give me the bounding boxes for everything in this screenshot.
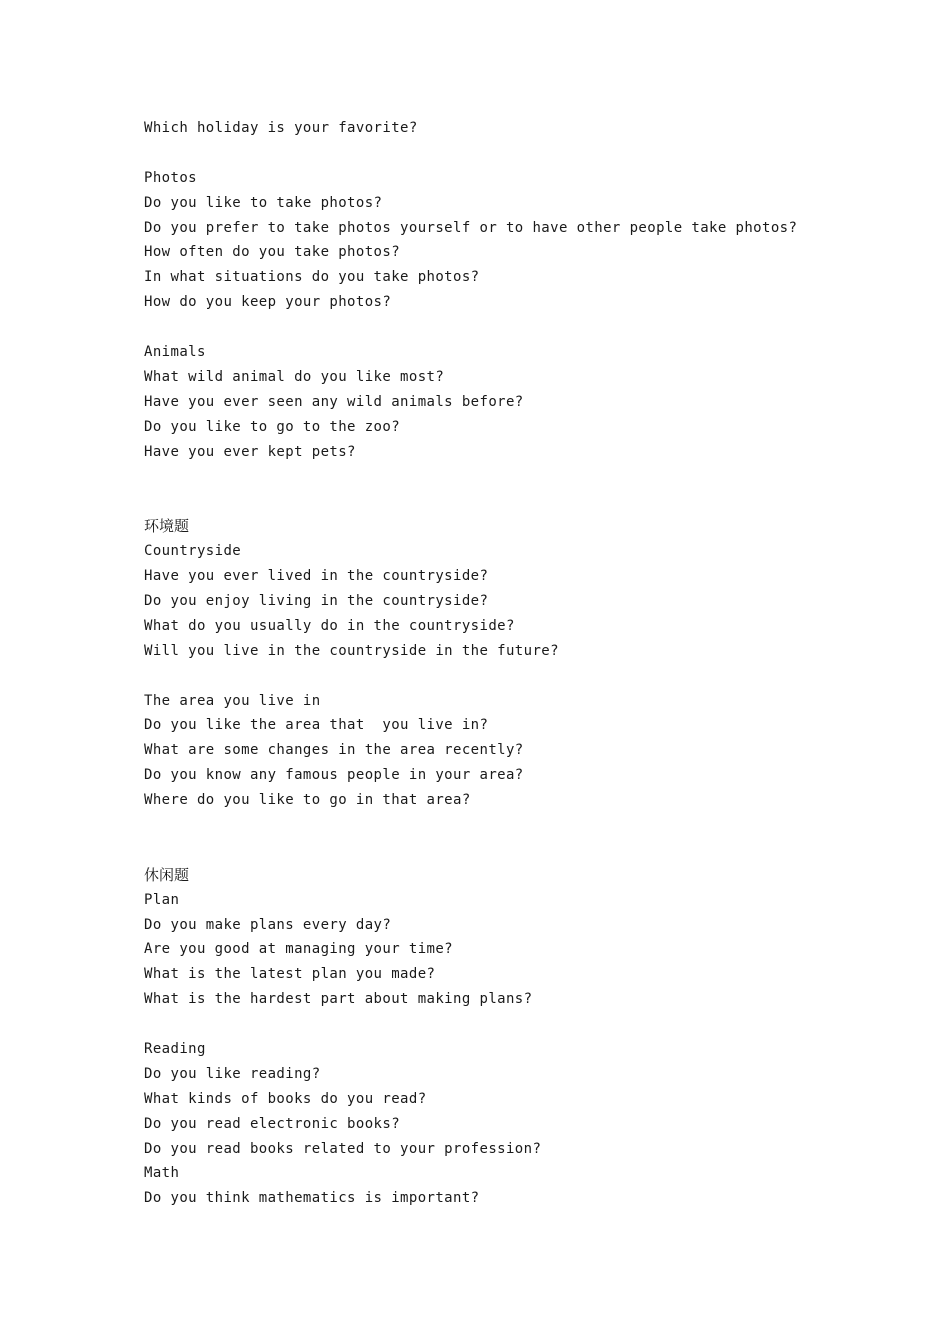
section-countryside	[144, 539, 924, 663]
question-line: Do you like the area that you live in?	[144, 717, 489, 734]
section-area	[144, 689, 924, 813]
question-line: What do you usually do in the countryside?	[144, 617, 515, 634]
question-line: Do you know any famous people in your area?	[144, 767, 524, 784]
section-title-area: The area you live in	[144, 692, 321, 709]
section-title-animals: Animals	[144, 344, 206, 361]
question-line: Do you read electronic books?	[144, 1115, 401, 1132]
section-title-reading: Reading	[144, 1040, 206, 1057]
question-line: What kinds of books do you read?	[144, 1090, 427, 1107]
spacer	[144, 464, 924, 514]
question-line: Where do you like to go in that area?	[144, 792, 471, 809]
section-reading	[144, 1037, 924, 1161]
question-line: Do you enjoy living in the countryside?	[144, 592, 489, 609]
question-line: How often do you take photos?	[144, 244, 401, 261]
leisure-heading: 休闲题	[144, 865, 190, 884]
spacer	[144, 1012, 924, 1037]
section-title-countryside: Countryside	[144, 543, 242, 560]
spacer	[144, 315, 924, 340]
section-title-math: Math	[144, 1165, 180, 1182]
spacer	[144, 813, 924, 863]
section-animals	[144, 340, 924, 464]
question-line: Do you prefer to take photos yourself or to have other people take photos?	[144, 219, 798, 236]
question-line: Will you live in the countryside in the future?	[144, 642, 559, 659]
question-line: Have you ever kept pets?	[144, 443, 356, 460]
question-line: Do you think mathematics is important?	[144, 1190, 480, 1207]
question-line: What is the hardest part about making plans?	[144, 991, 533, 1008]
spacer	[144, 664, 924, 689]
intro-question: Which holiday is your favorite?	[144, 120, 418, 136]
section-photos	[144, 166, 924, 315]
section-title-photos: Photos	[144, 169, 197, 186]
section-math	[144, 1161, 924, 1211]
question-line: What are some changes in the area recently?	[144, 742, 524, 759]
question-line: Are you good at managing your time?	[144, 941, 454, 958]
spacer	[144, 141, 924, 166]
question-line: Do you read books related to your profession?	[144, 1140, 542, 1157]
document-page	[144, 116, 924, 1211]
environment-heading: 环境题	[144, 517, 190, 536]
question-line: Have you ever lived in the countryside?	[144, 568, 489, 585]
question-line: Do you like to take photos?	[144, 194, 383, 211]
question-line: Do you make plans every day?	[144, 916, 392, 933]
question-line: In what situations do you take photos?	[144, 269, 480, 286]
question-line: What is the latest plan you made?	[144, 966, 436, 983]
question-line: Have you ever seen any wild animals before?	[144, 393, 524, 410]
section-title-plan: Plan	[144, 891, 180, 908]
section-plan	[144, 888, 924, 1012]
question-line: How do you keep your photos?	[144, 294, 392, 311]
question-line: What wild animal do you like most?	[144, 368, 445, 385]
question-line: Do you like reading?	[144, 1065, 321, 1082]
question-line: Do you like to go to the zoo?	[144, 418, 401, 435]
